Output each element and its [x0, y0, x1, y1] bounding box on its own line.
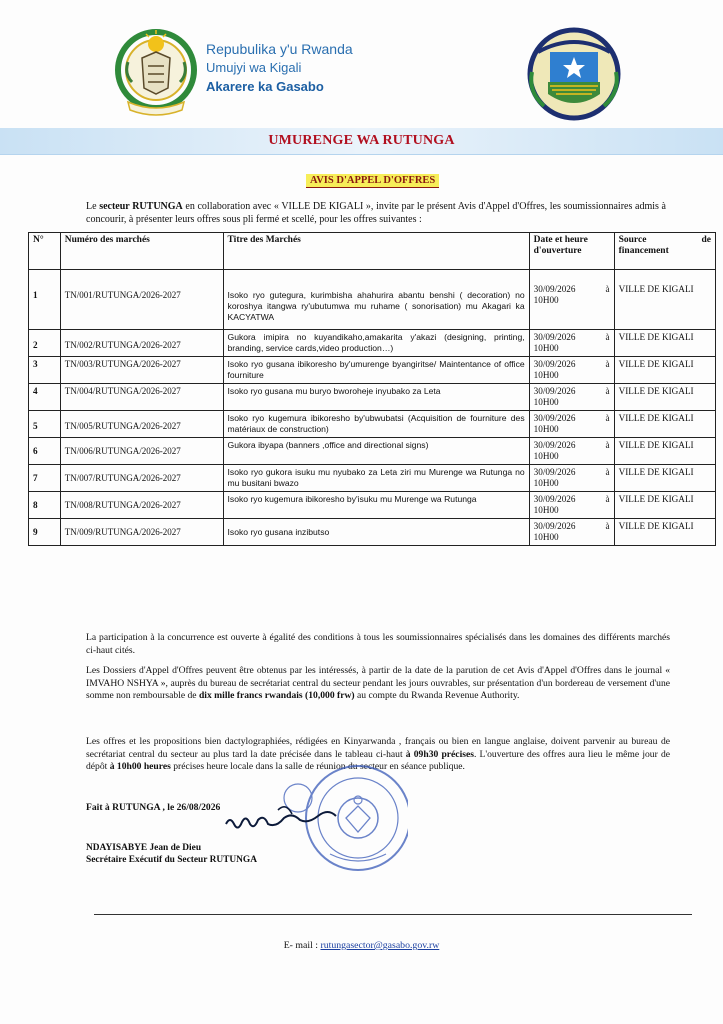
p3-text-e: précises heure locale dans la salle de réunion du secteur en séance publique. — [170, 761, 465, 772]
row-date-day: 30/09/2026 — [533, 359, 576, 369]
p3-text-c: . L'ouverture des offres aura lieu le même jour de dépôt — [86, 748, 671, 772]
p3-deadline: à 09h30 précises — [405, 748, 474, 760]
row-source: VILLE DE KIGALI — [614, 330, 715, 357]
header-source-a: Source — [618, 235, 647, 245]
header-title: Titre des Marchés — [223, 233, 529, 270]
row-n: 7 — [29, 465, 61, 492]
row-title: Gukora ibyapa (banners ,office and directional signs) — [223, 438, 529, 465]
row-n: 4 — [29, 384, 61, 411]
row-date-time: 10H00 — [533, 532, 559, 542]
signature-icon — [226, 812, 336, 828]
row-date-time: 10H00 — [533, 370, 559, 380]
header-n: N° — [29, 233, 61, 270]
row-title: Isoko ryo gusana inzibutso — [223, 519, 529, 546]
row-date-a: à — [605, 359, 610, 369]
row-date-day: 30/09/2026 — [533, 494, 576, 504]
header-date: Date et heure d'ouverture — [529, 233, 614, 270]
row-date — [529, 492, 614, 519]
tenders-table — [28, 232, 716, 546]
row-date-day: 30/09/2026 — [533, 284, 576, 294]
row-date-a: à — [605, 413, 610, 423]
row-number: TN/007/RUTUNGA/2026-2027 — [60, 465, 223, 492]
row-n: 2 — [29, 330, 61, 357]
row-date-day: 30/09/2026 — [533, 521, 576, 531]
header-district: Akarere ka Gasabo — [206, 79, 324, 94]
p2-amount: dix mille francs rwandais (10,000 frw) — [198, 690, 355, 701]
row-date-time: 10H00 — [533, 424, 559, 434]
row-number: TN/003/RUTUNGA/2026-2027 — [60, 357, 223, 384]
email-label: E- mail : — [283, 940, 321, 951]
row-number: TN/002/RUTUNGA/2026-2027 — [60, 330, 223, 357]
row-source: VILLE DE KIGALI — [614, 519, 715, 546]
table-row — [29, 465, 716, 492]
banner-title: UMURENGE WA RUTUNGA — [268, 133, 455, 148]
row-date-time: 10H00 — [533, 505, 559, 515]
table-row — [29, 330, 716, 357]
p2-text-a: Les Dossiers d'Appel d'Offres peuvent être obtenus par les intéressés, à partir de la date de la parution de cet Avis d'Appel d'Offres dans le journal « IMVAHO NSHYA », auprès du bureau de secrétariat central du secteur pendant les jours ouvrables, sur présentation d'un bordereau de versement d'une somme non remboursable de — [86, 665, 670, 701]
rwanda-coat-of-arms-icon — [108, 22, 204, 122]
row-title: Isoko ryo kugemura ibikoresho by'isuku mu Murenge wa Rutunga — [223, 492, 529, 519]
row-date-day: 30/09/2026 — [533, 386, 576, 396]
p3-text-a: Les offres et les propositions bien dactylographiées, rédigées en Kinyarwanda , français ou bien en langue anglaise, doivent parvenir au bureau de secrétariat central du secteur au plus tard la date précisée dans le tableau ci-haut — [86, 736, 670, 760]
row-date — [529, 411, 614, 438]
row-date-day: 30/09/2026 — [533, 467, 576, 477]
row-title: Isoko ryo kugemura ibikoresho by'ubwubatsi (Acquisition de fourniture des matériaux de construction) — [223, 411, 529, 438]
header-source-b: de — [701, 235, 711, 245]
intro-rest: en collaboration avec « VILLE DE KIGALI », invite par le présent Avis d'Appel d'Offres, les soumissionnaires admis à concourir, à présenter leurs offres sous pli fermé et scellé, pour les offres suivantes : — [86, 201, 666, 225]
header-source-c: financement — [618, 246, 669, 256]
row-source: VILLE DE KIGALI — [614, 384, 715, 411]
row-n: 6 — [29, 438, 61, 465]
kigali-city-emblem-icon — [524, 22, 624, 126]
row-date-time: 10H00 — [533, 478, 559, 488]
row-source: VILLE DE KIGALI — [614, 492, 715, 519]
signer-name: NDAYISABYE Jean de Dieu — [86, 843, 202, 853]
row-date-a: à — [605, 440, 610, 450]
row-title: Isoko ryo gutegura, kurimbisha ahahurira abantu benshi ( decoration) no koroshya itangwa ry'ubutumwa mu ruhame ( sonorisation) mu Akagari ka KACYATWA — [223, 270, 529, 330]
row-title: Isoko ryo gusana ibikoresho by'umurenge byangiritse/ Maintentance of office fourniture — [223, 357, 529, 384]
row-date-a: à — [605, 521, 610, 531]
row-date-time: 10H00 — [533, 451, 559, 461]
row-number: TN/008/RUTUNGA/2026-2027 — [60, 492, 223, 519]
footer-email — [0, 940, 723, 951]
place-date: Fait à RUTUNGA , le 26/08/2026 — [86, 802, 221, 813]
signer-title: Secrétaire Exécutif du Secteur RUTUNGA — [86, 855, 257, 865]
row-date-a: à — [605, 332, 610, 342]
table-row — [29, 519, 716, 546]
row-date-time: 10H00 — [533, 343, 559, 353]
row-source: VILLE DE KIGALI — [614, 357, 715, 384]
notice-title: AVIS D'APPEL D'OFFRES — [306, 174, 439, 188]
row-date — [529, 438, 614, 465]
paragraph-dossiers — [86, 665, 670, 703]
row-number: TN/006/RUTUNGA/2026-2027 — [60, 438, 223, 465]
row-source: VILLE DE KIGALI — [614, 270, 715, 330]
row-number: TN/001/RUTUNGA/2026-2027 — [60, 270, 223, 330]
table-header-row — [29, 233, 716, 270]
row-date — [529, 330, 614, 357]
row-title: Isoko ryo gukora isuku mu nyubako za Leta ziri mu Murenge wa Rutunga no mu busitani bwazo — [223, 465, 529, 492]
row-date — [529, 357, 614, 384]
row-title: Gukora imipira no kuyandikaho,amakarita y'akazi (designing, printing, branding, service cards,video production…) — [223, 330, 529, 357]
row-title: Isoko ryo gusana mu buryo bworoheje inyubako za Leta — [223, 384, 529, 411]
table-row — [29, 270, 716, 330]
row-date-a: à — [605, 284, 610, 294]
table-row — [29, 384, 716, 411]
header-city: Umujyi wa Kigali — [206, 60, 302, 75]
row-date — [529, 270, 614, 330]
row-number: TN/004/RUTUNGA/2026-2027 — [60, 384, 223, 411]
row-n: 3 — [29, 357, 61, 384]
row-n: 5 — [29, 411, 61, 438]
table-row — [29, 438, 716, 465]
row-date-time: 10H00 — [533, 397, 559, 407]
intro-sector: secteur RUTUNGA — [99, 201, 183, 212]
row-source: VILLE DE KIGALI — [614, 465, 715, 492]
row-date-a: à — [605, 386, 610, 396]
row-n: 1 — [29, 270, 61, 330]
row-date-day: 30/09/2026 — [533, 413, 576, 423]
intro-prefix: Le — [86, 201, 100, 212]
footer-divider — [94, 914, 692, 915]
table-row — [29, 357, 716, 384]
p2-text-c: au compte du Rwanda Revenue Authority. — [354, 690, 520, 701]
row-date — [529, 465, 614, 492]
table-row — [29, 492, 716, 519]
row-number: TN/005/RUTUNGA/2026-2027 — [60, 411, 223, 438]
row-date-day: 30/09/2026 — [533, 332, 576, 342]
row-date-a: à — [605, 494, 610, 504]
header-number: Numéro des marchés — [60, 233, 223, 270]
row-n: 9 — [29, 519, 61, 546]
row-date-a: à — [605, 467, 610, 477]
row-date-day: 30/09/2026 — [533, 440, 576, 450]
p3-opening-time: à 10h00 heures — [109, 761, 171, 772]
row-date-time: 10H00 — [533, 295, 559, 305]
header-republic: Repubulika y'u Rwanda — [206, 41, 353, 57]
row-number: TN/009/RUTUNGA/2026-2027 — [60, 519, 223, 546]
paragraph-participation: La participation à la concurrence est ouverte à égalité des conditions à tous les soumissionnaires spécialisés dans les domaines des différents marchés ci-haut cités. — [86, 632, 670, 656]
row-n: 8 — [29, 492, 61, 519]
row-source: VILLE DE KIGALI — [614, 438, 715, 465]
row-source: VILLE DE KIGALI — [614, 411, 715, 438]
header-source — [614, 233, 715, 270]
row-date — [529, 519, 614, 546]
row-date — [529, 384, 614, 411]
notice-intro — [86, 200, 666, 226]
email-link[interactable]: rutungasector@gasabo.gov.rw — [320, 940, 440, 951]
table-row — [29, 411, 716, 438]
signer-block — [86, 842, 257, 866]
header-text — [206, 40, 353, 96]
